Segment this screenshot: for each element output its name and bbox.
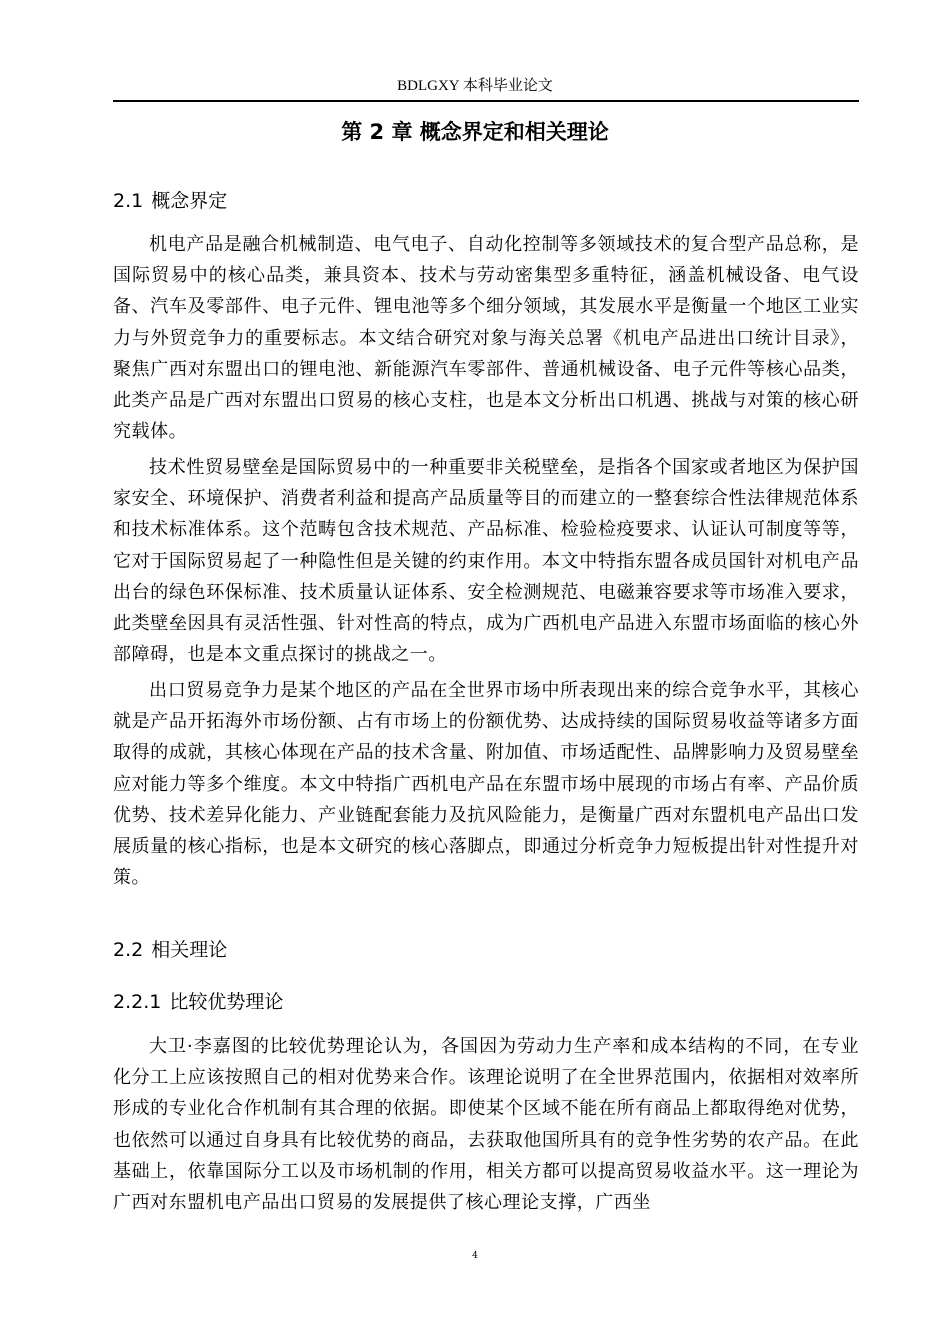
section-number: 2.1	[113, 190, 144, 212]
subsection-title: 比较优势理论	[169, 991, 284, 1013]
paragraph-comparative-advantage: 大卫·李嘉图的比较优势理论认为，各国因为劳动力生产率和成本结构的不同，在专业化分工上应该按照自己的相对优势来合作。该理论说明了在全世界范围内，依据相对效率所形成的专业化合作机制有其合理的依据。即使某个区域不能在所有商品上都取得绝对优势，也依然可以通过自身具有比较优势的商品，去获取他国所具有的竞争性劣势的农产品。在此基础上，依靠国际分工以及市场机制的作用，相关方都可以提高贸易收益水平。这一理论为广西对东盟机电产品出口贸易的发展提供了核心理论支撑，广西坐	[113, 1036, 859, 1214]
section-title: 概念界定	[151, 190, 228, 212]
running-header: BDLGXY 本科毕业论文	[397, 78, 553, 94]
paragraph-export-competitiveness: 出口贸易竞争力是某个地区的产品在全世界市场中所表现出来的综合竞争水平，其核心就是产品开拓海外市场份额、占有市场上的份额优势、达成持续的国际贸易收益等诸多方面取得的成就，其核心体现在产品的技术含量、附加值、市场适配性、品牌影响力及贸易壁垒应对能力等多个维度。本文中特指广西机电产品在东盟市场中展现的市场占有率、产品价质优势、技术差异化能力、产业链配套能力及抗风险能力，是衡量广西对东盟机电产品出口发展质量的核心指标，也是本文研究的核心落脚点，即通过分析竞争力短板提出针对性提升对策。	[113, 680, 859, 889]
page-number: 4	[472, 1251, 478, 1261]
subsection-number: 2.2.1	[113, 991, 162, 1013]
subsection-heading-2-2-1	[113, 988, 283, 1016]
section-title: 相关理论	[151, 939, 228, 961]
section-heading-2-1	[113, 187, 227, 215]
paragraph-technical-barriers: 技术性贸易壁垒是国际贸易中的一种重要非关税壁垒，是指各个国家或者地区为保护国家安全、环境保护、消费者利益和提高产品质量等目的而建立的一整套综合性法律规范体系和技术标准体系。这个范畴包含技术规范、产品标准、检验检疫要求、认证认可制度等等，它对于国际贸易起了一种隐性但是关键的约束作用。本文中特指东盟各成员国针对机电产品出台的绿色环保标准、技术质量认证体系、安全检测规范、电磁兼容要求等市场准入要求，此类壁垒因具有灵活性强、针对性高的特点，成为广西机电产品进入东盟市场面临的核心外部障碍，也是本文重点探讨的挑战之一。	[113, 457, 859, 666]
paragraph-mechanical-products: 机电产品是融合机械制造、电气电子、自动化控制等多领域技术的复合型产品总称，是国际贸易中的核心品类，兼具资本、技术与劳动密集型多重特征，涵盖机械设备、电气设备、汽车及零部件、电子元件、锂电池等多个细分领域，其发展水平是衡量一个地区工业实力与外贸竞争力的重要标志。本文结合研究对象与海关总署《机电产品进出口统计目录》，聚焦广西对东盟出口的锂电池、新能源汽车零部件、普通机械设备、电子元件等核心品类，此类产品是广西对东盟出口贸易的核心支柱，也是本文分析出口机遇、挑战与对策的核心研究载体。	[113, 234, 859, 443]
section-heading-2-2	[113, 936, 227, 964]
section-number: 2.2	[113, 939, 144, 961]
chapter-title: 第 2 章 概念界定和相关理论	[341, 120, 609, 144]
header-rule	[113, 100, 859, 102]
